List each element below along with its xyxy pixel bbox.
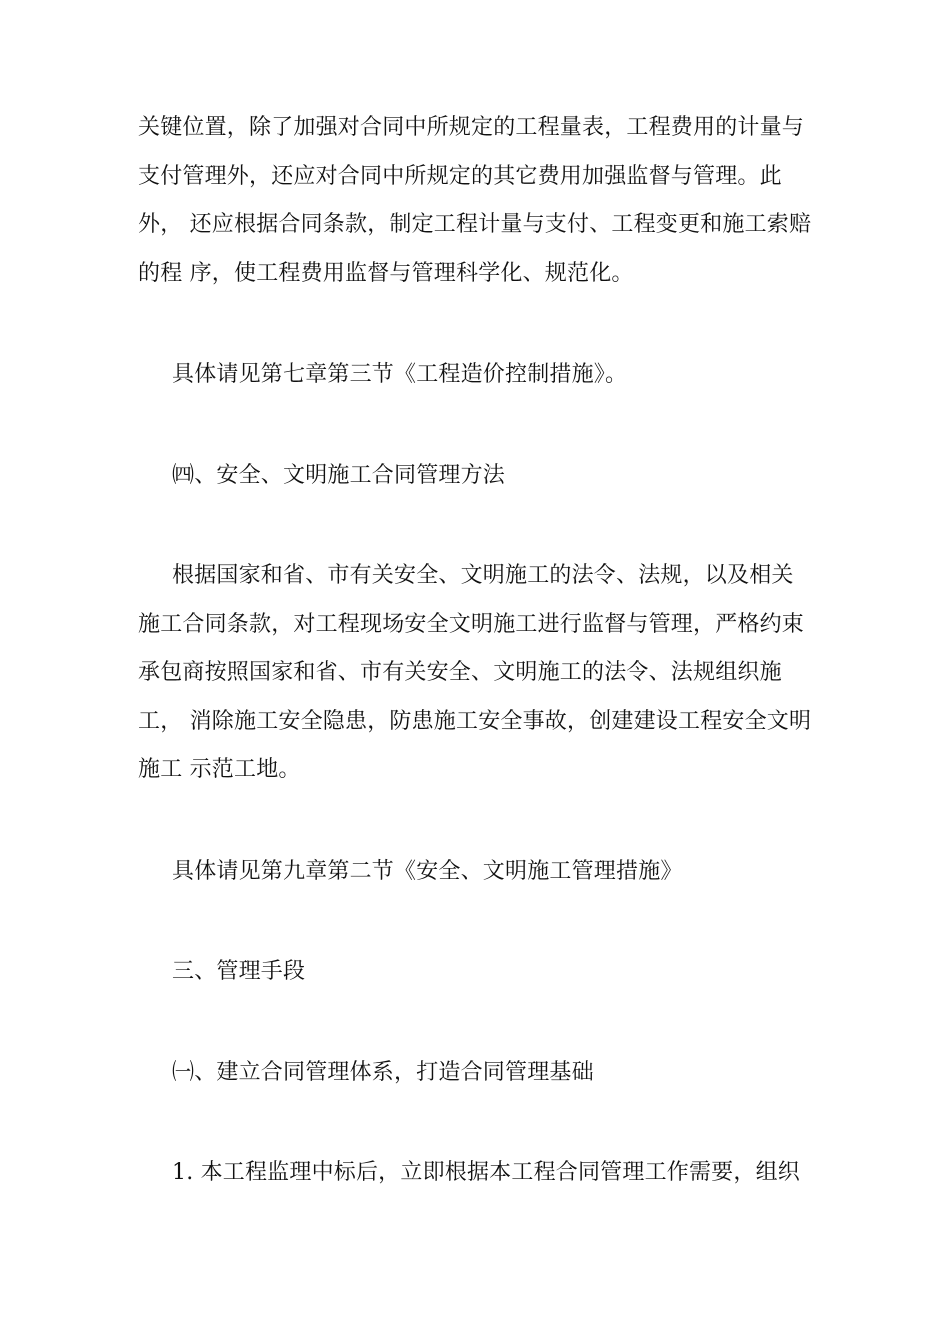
text-line: 三、管理手段 — [172, 959, 306, 984]
section-heading-contract-system — [138, 1049, 828, 1098]
text-line: 根据国家和省、市有关安全、文明施工的法令、法规，以及相关 — [172, 563, 794, 588]
text-line: 工， 消除施工安全隐患，防患施工安全事故，创建建设工程安全文明 — [138, 708, 812, 734]
text-line: 具体请见第七章第三节《工程造价控制措施》。 — [172, 362, 628, 387]
text-line: 施工 示范工地。 — [138, 757, 301, 782]
text-line: ㈠、建立合同管理体系，打造合同管理基础 — [172, 1059, 594, 1085]
section-heading-management-means — [138, 948, 828, 997]
text-line: 外， 还应根据合同条款，制定工程计量与支付、工程变更和施工索赔 — [138, 212, 812, 237]
paragraph-item-1 — [138, 1149, 828, 1198]
paragraph-reference-chapter-7 — [138, 351, 828, 400]
paragraph-safety-management — [138, 552, 828, 795]
text-line: ㈣、安全、文明施工合同管理方法 — [172, 462, 506, 488]
text-line: 关键位置，除了加强对合同中所规定的工程量表，工程费用的计量与 — [138, 115, 805, 140]
document-page — [138, 104, 828, 1198]
text-line: 1. 本工程监理中标后，立即根据本工程合同管理工作需要，组织 — [172, 1160, 800, 1185]
paragraph-reference-chapter-9 — [138, 848, 828, 897]
text-line: 支付管理外，还应对合同中所规定的其它费用加强监督与管理。此 — [138, 163, 782, 189]
section-heading-safety — [138, 452, 828, 501]
text-line: 具体请见第九章第二节《安全、文明施工管理措施》 — [172, 858, 683, 884]
text-line: 的程 序，使工程费用监督与管理科学化、规范化。 — [138, 260, 634, 286]
text-line: 承包商按照国家和省、市有关安全、文明施工的法令、法规组织施 — [138, 660, 782, 685]
paragraph-cost-management — [138, 104, 828, 298]
text-line: 施工合同条款，对工程现场安全文明施工进行监督与管理，严格约束 — [138, 611, 805, 637]
